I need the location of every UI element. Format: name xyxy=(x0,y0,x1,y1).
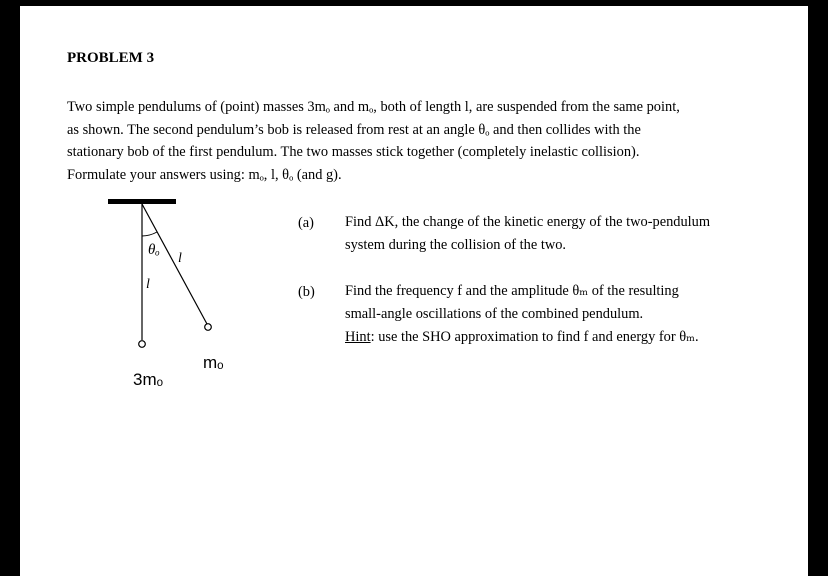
mass-label-right: mₒ xyxy=(203,353,224,372)
bob-right xyxy=(205,324,212,331)
mass-label-left: 3mₒ xyxy=(133,370,164,389)
question-b-text xyxy=(345,280,699,349)
angle-arc xyxy=(142,232,157,236)
statement-line: stationary bob of the first pendulum. The two masses stick together (completely inelastic collision). xyxy=(67,144,640,160)
document-page xyxy=(20,6,808,576)
pendulum-diagram xyxy=(100,192,270,402)
question-a-label: (a) xyxy=(298,215,314,231)
angle-label: θₒ xyxy=(148,242,160,258)
bob-left xyxy=(139,341,146,348)
question-b-line: small-angle oscillations of the combined pendulum. xyxy=(345,306,644,322)
ceiling-support xyxy=(108,199,176,204)
hint-text: : use the SHO approximation to find f and energy for θₘ. xyxy=(370,329,699,345)
problem-heading: PROBLEM 3 xyxy=(67,50,155,66)
pendulum-string-right xyxy=(142,204,207,324)
length-label-right: l xyxy=(178,251,182,266)
statement-line: Two simple pendulums of (point) masses 3mₒ and mₒ, both of length l, are suspended from the same point, xyxy=(67,99,680,115)
hint-line xyxy=(345,326,699,349)
question-b-label: (b) xyxy=(298,284,315,300)
question-a-text xyxy=(345,211,710,257)
question-a-line: Find ΔK, the change of the kinetic energy of the two-pendulum xyxy=(345,214,711,230)
length-label-left: l xyxy=(146,277,150,292)
problem-statement xyxy=(67,96,757,186)
hint-label: Hint xyxy=(345,329,371,345)
question-a-line: system during the collision of the two. xyxy=(345,237,567,253)
question-b-line: Find the frequency f and the amplitude θₘ of the resulting xyxy=(345,283,679,299)
statement-line: as shown. The second pendulum’s bob is released from rest at an angle θₒ and then collides with the xyxy=(67,121,641,138)
statement-line: Formulate your answers using: mₒ, l, θₒ (and g). xyxy=(67,166,342,183)
